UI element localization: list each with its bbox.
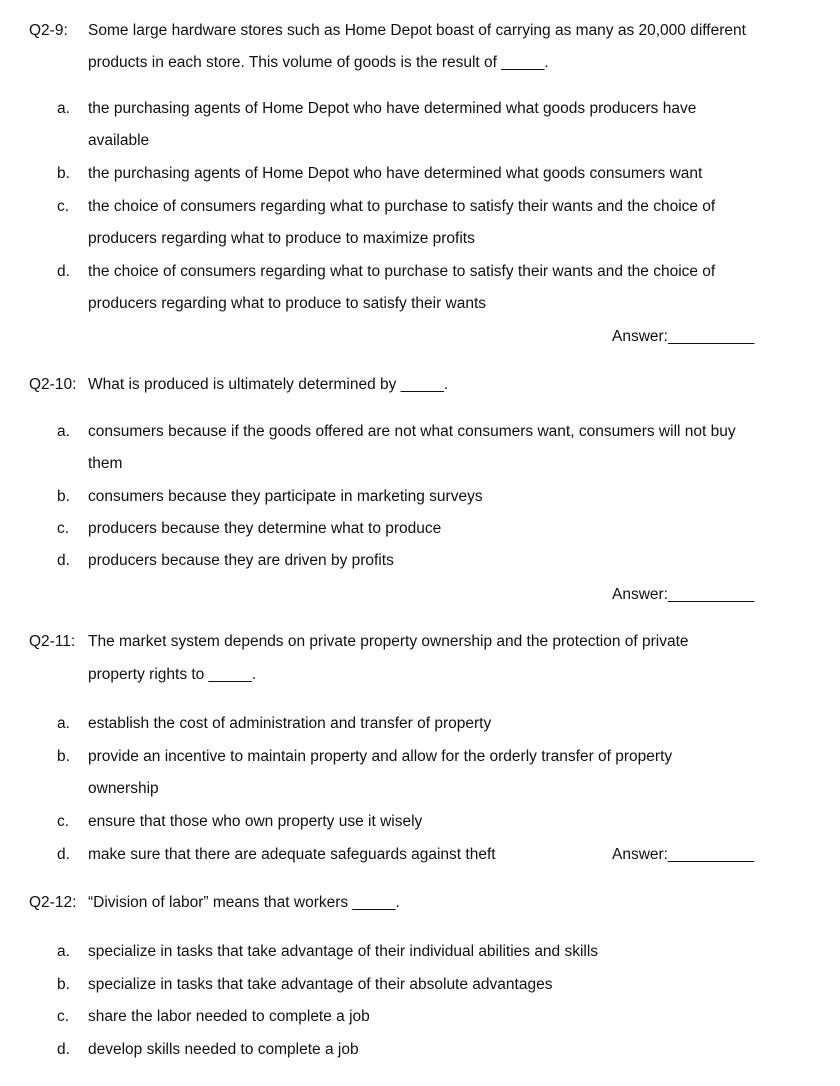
option-text: producers because they determine what to produce (88, 520, 442, 537)
question-number: Q2-11: (29, 633, 76, 650)
option-letter: c. (57, 1008, 70, 1025)
question-text: products in each store. This volume of goods is the result of _____. (88, 54, 549, 71)
option-letter: b. (57, 976, 70, 993)
option-text: provide an incentive to maintain property and allow for the orderly transfer of property (88, 748, 673, 765)
option-letter: b. (57, 165, 70, 182)
option-letter: d. (57, 552, 70, 569)
question-text: property rights to _____. (88, 666, 257, 683)
option-letter: a. (57, 943, 70, 960)
option-text: develop skills needed to complete a job (88, 1041, 359, 1058)
question-number: Q2-12: (29, 894, 77, 911)
option-text: ownership (88, 780, 159, 797)
question-text: What is produced is ultimately determined by _____. (88, 376, 449, 393)
option-letter: d. (57, 846, 70, 863)
option-text: consumers because if the goods offered are not what consumers want, consumers will not buy (88, 423, 736, 440)
option-letter: a. (57, 715, 70, 732)
option-text: ensure that those who own property use it wisely (88, 813, 423, 830)
option-text: consumers because they participate in marketing surveys (88, 488, 483, 505)
option-text: share the labor needed to complete a job (88, 1008, 370, 1025)
answer-blank: Answer:__________ (612, 846, 755, 863)
option-letter: b. (57, 488, 70, 505)
question-text: “Division of labor” means that workers _____. (88, 894, 400, 911)
option-text: available (88, 132, 150, 149)
option-letter: a. (57, 100, 70, 117)
question-number: Q2-9: (29, 22, 68, 39)
option-letter: c. (57, 198, 70, 215)
option-text: producers regarding what to produce to satisfy their wants (88, 295, 487, 312)
option-letter: a. (57, 423, 70, 440)
option-text: producers regarding what to produce to maximize profits (88, 230, 475, 247)
question-text: The market system depends on private property ownership and the protection of private (88, 633, 689, 650)
option-text: the choice of consumers regarding what to purchase to satisfy their wants and the choice of (88, 198, 716, 215)
option-letter: b. (57, 748, 70, 765)
option-text: the purchasing agents of Home Depot who have determined what goods producers have (88, 100, 697, 117)
option-text: specialize in tasks that take advantage of their absolute advantages (88, 976, 553, 993)
option-text: establish the cost of administration and transfer of property (88, 715, 492, 732)
option-text: specialize in tasks that take advantage of their individual abilities and skills (88, 943, 599, 960)
option-text: them (88, 455, 123, 472)
option-text: the purchasing agents of Home Depot who have determined what goods consumers want (88, 165, 703, 182)
option-text: the choice of consumers regarding what to purchase to satisfy their wants and the choice of (88, 263, 716, 280)
option-letter: c. (57, 813, 70, 830)
option-letter: c. (57, 520, 70, 537)
question-text: Some large hardware stores such as Home Depot boast of carrying as many as 20,000 different (88, 22, 746, 39)
question-number: Q2-10: (29, 376, 77, 393)
option-letter: d. (57, 263, 70, 280)
option-text: producers because they are driven by profits (88, 552, 394, 569)
answer-blank: Answer:__________ (612, 586, 755, 603)
answer-blank: Answer:__________ (612, 328, 755, 345)
option-text: make sure that there are adequate safeguards against theft (88, 846, 496, 863)
option-letter: d. (57, 1041, 70, 1058)
